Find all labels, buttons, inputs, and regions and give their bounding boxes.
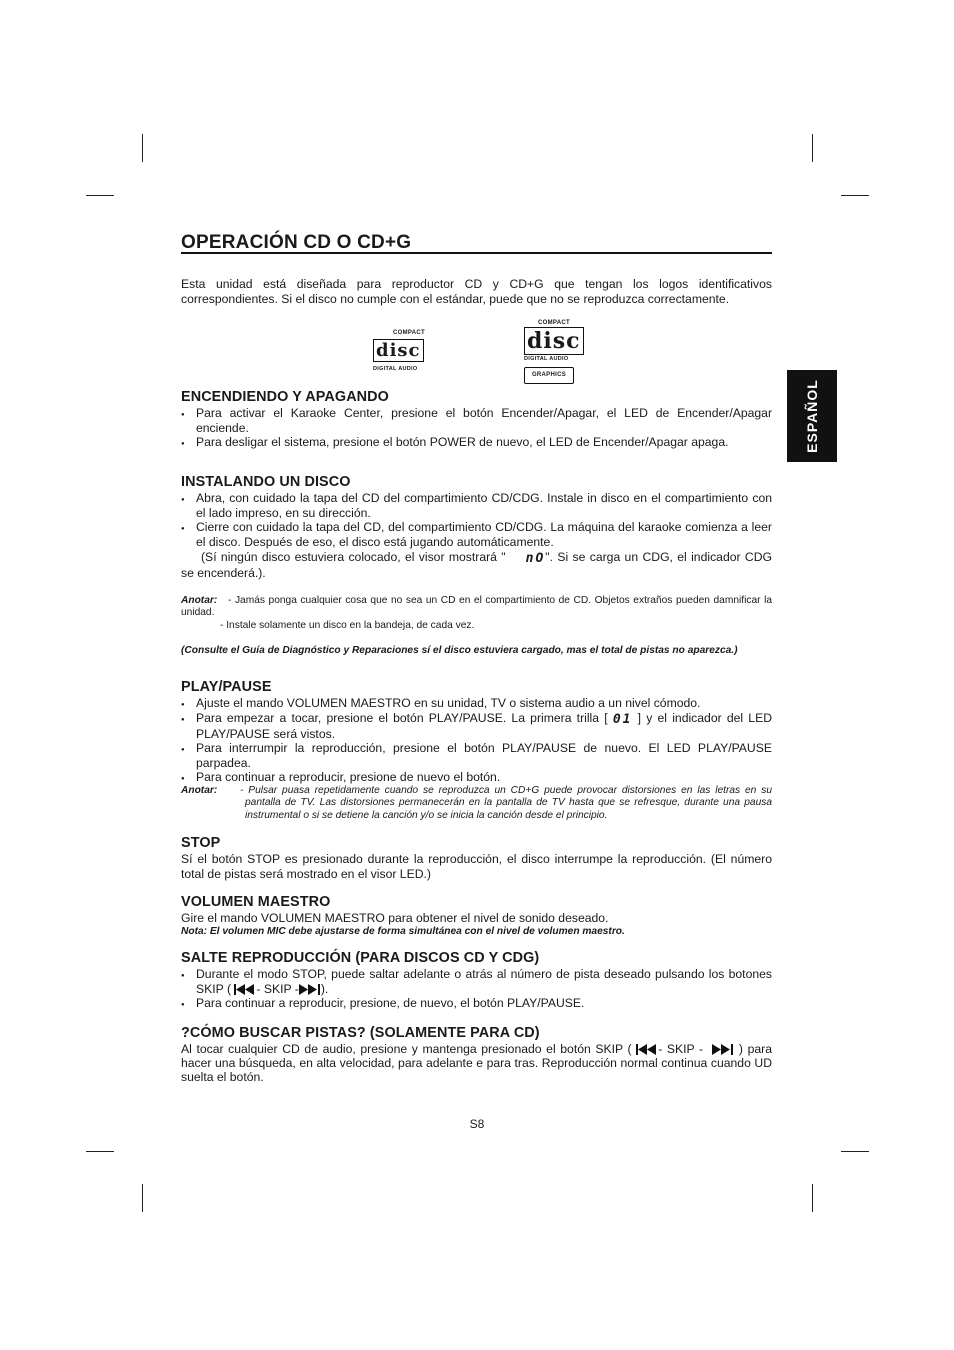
install-paren-text (181, 550, 772, 581)
crop-mark (841, 195, 869, 196)
search-text-c: ) para hacer una búsqueda, en alta velocidad, para adelante e para tras. Reproducción normal continua cuando UD suelta el botón. (181, 1041, 772, 1085)
logo-top-text: COMPACT (538, 320, 570, 327)
page-number: S8 (469, 1117, 485, 1131)
crop-mark (86, 195, 114, 196)
crop-mark (86, 1151, 114, 1152)
logo-disc-word: disc (524, 327, 584, 355)
paren-text-after: ". Si se carga un CDG, el indicador CDG se encenderá.). (181, 550, 772, 581)
language-tab (787, 370, 837, 462)
logo-top-text: COMPACT (393, 330, 425, 337)
heading-search: ?CÓMO BUSCAR PISTAS? (SOLAMENTE PARA CD) (181, 1024, 540, 1041)
play-list (181, 696, 772, 784)
list-item: ● Cierre con cuidado la tapa del CD, del compartimiento CD/CDG. La máquina del karaoke comienza a leer el disco. Después de eso, el disco está jugando automáticamente. (181, 520, 772, 549)
logo-bottom-text: DIGITAL AUDIO (524, 356, 569, 363)
heading-power: ENCENDIENDO Y APAGANDO (181, 389, 389, 406)
crop-mark (812, 1184, 813, 1212)
item-text-a: Durante el modo STOP, puede saltar adelante o atrás al número de pista deseado pulsando los botones SKIP ( (196, 967, 772, 996)
stop-text: Sí el botón STOP es presionado durante la reproducción, el disco interrumpe la reproducción. (El número total de pistas será mostrado en el visor LED.) (181, 852, 772, 881)
skip-forward-icon (299, 984, 321, 995)
heading-install: INSTALANDO UN DISCO (181, 474, 351, 491)
install-note (181, 595, 772, 633)
item-text-after: ] y el indicador del LED PLAY/PAUSE será vistos. (196, 710, 773, 742)
heading-stop: STOP (181, 835, 221, 852)
display-track-indicator: 01 (612, 711, 633, 727)
crop-mark (142, 134, 143, 162)
logo-graphics-text: GRAPHICS (524, 367, 574, 383)
compact-disc-logo (373, 326, 423, 376)
note-line: - Instale solamente un disco en la bandeja, de cada vez. (220, 620, 475, 632)
skip-forward-icon (712, 1044, 734, 1055)
crop-mark (841, 1151, 869, 1152)
display-no-indicator: nO (525, 551, 546, 567)
note-text: - Pulsar puasa repetidamente cuando se reproduzca un CD+G puede provocar distorsiones en las letras en su pantalla de TV. Las distorsiones permanecerán en la pantalla de TV hasta que se refresque, durante una pausa instrumental o si se detiene la canción y/o se inicia la canción desde el principio. (240, 784, 772, 821)
note-label: Anotar: (181, 594, 218, 606)
search-text-b: - SKIP - (658, 1041, 704, 1056)
list-item: ● Para activar el Karaoke Center, presione el botón Encender/Apagar, el LED de Encender/Apagar enciende. (181, 406, 772, 435)
crop-mark (812, 134, 813, 162)
page-title: OPERACIÓN CD O CD+G (181, 236, 772, 254)
logo-bottom-text: DIGITAL AUDIO (373, 365, 418, 372)
paren-text-before: (Sí ningún disco estuviera colocado, el visor mostrará " (201, 550, 506, 565)
list-item: ● Ajuste el mando VOLUMEN MAESTRO en su unidad, TV o sistema audio a un nivel cómodo. (181, 696, 772, 710)
crop-mark (142, 1184, 143, 1212)
list-item: ● Para continuar a reproducir, presione de nuevo el botón. (181, 770, 772, 784)
list-item: ● Abra, con cuidado la tapa del CD del compartimiento CD/CDG. Instale in disco en el compartimiento con el lado impreso, en su dirección. (181, 491, 772, 520)
logo-disc-word: disc (373, 339, 424, 362)
note-text: - Jamás ponga cualquier cosa que no sea un CD en el compartimiento de CD. Objetos extraños pueden damnificar la unidad. (181, 594, 772, 619)
skip-list (181, 967, 772, 1010)
list-item (181, 967, 772, 996)
volume-note: Nota: El volumen MIC debe ajustarse de forma simultánea con el nivel de volumen maestro. (181, 925, 625, 937)
note-label: Anotar: (181, 784, 218, 796)
volume-text: Gire el mando VOLUMEN MAESTRO para obtener el nivel de sonido deseado. (181, 911, 609, 926)
search-text (181, 1042, 772, 1085)
page-content (181, 232, 773, 1085)
list-item: ● Para interrumpir la reproducción, presione el botón PLAY/PAUSE de nuevo. El LED PLAY/PAUSE parpadea. (181, 741, 772, 770)
intro-text: Esta unidad está diseñada para reproductor CD y CD+G que tengan los logos identificativos correspondientes. Si el disco no cumple con el estándar, puede que no se reproduzca correctamente. (181, 277, 772, 306)
language-tab-label: ESPAÑOL (804, 379, 820, 453)
list-item: ● Para continuar a reproducir, presione, de nuevo, el botón PLAY/PAUSE. (181, 996, 772, 1010)
disc-logos (181, 316, 772, 379)
list-item (181, 711, 772, 742)
heading-volume: VOLUMEN MAESTRO (181, 894, 331, 911)
item-text-before: Para empezar a tocar, presione el botón PLAY/PAUSE. La primera trilla [ (196, 710, 608, 725)
skip-back-icon (636, 1044, 658, 1055)
item-text-c: ). (320, 981, 329, 996)
play-note (181, 785, 772, 823)
consult-note: (Consulte el Guía de Diagnóstico y Reparaciones sí el disco estuviera cargado, mas el total de pistas no aparezca.) (181, 644, 738, 656)
install-list (181, 491, 772, 549)
list-item: ● Para desligar el sistema, presione el botón POWER de nuevo, el LED de Encender/Apagar apaga. (181, 435, 772, 449)
skip-back-icon (234, 984, 256, 995)
heading-skip: SALTE REPRODUCCIÓN (PARA DISCOS CD Y CDG) (181, 950, 540, 967)
note-line (181, 595, 772, 620)
search-text-a: Al tocar cualquier CD de audio, presione y mantenga presionado el botón SKIP ( (181, 1041, 632, 1056)
power-list (181, 406, 772, 449)
heading-play: PLAY/PAUSE (181, 679, 272, 696)
compact-disc-graphics-logo (524, 316, 581, 384)
item-text-b: - SKIP - (256, 981, 299, 996)
